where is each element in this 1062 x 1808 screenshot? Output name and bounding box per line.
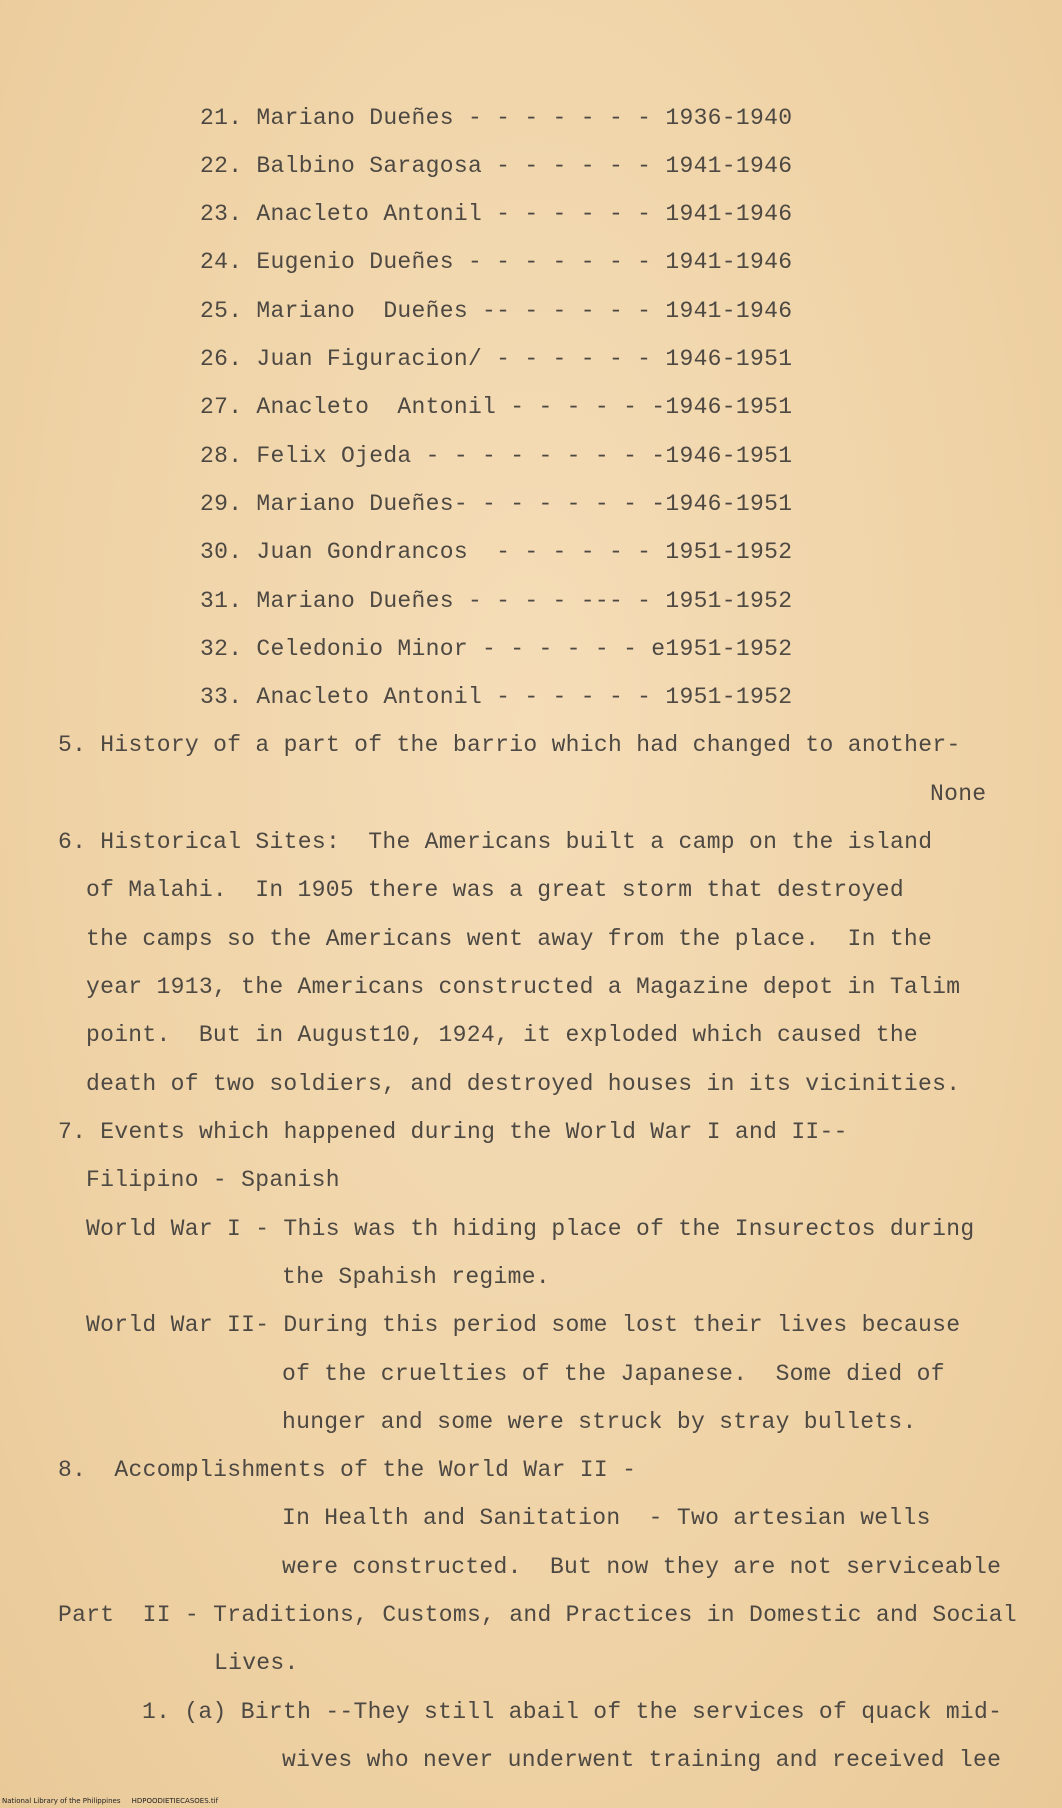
part-2-heading-cont: Lives.	[214, 1650, 299, 1676]
official-entry: 31. Mariano Dueñes - - - - --- - 1951-1952	[200, 588, 793, 614]
official-entry: 27. Anacleto Antonil - - - - - -1946-1951	[200, 394, 793, 420]
section-6-line: 6. Historical Sites: The Americans built a camp on the island	[58, 829, 933, 855]
section-6-line: of Malahi. In 1905 there was a great storm that destroyed	[86, 877, 904, 903]
official-entry: 21. Mariano Dueñes - - - - - - - 1936-1940	[200, 105, 793, 131]
part-2-item-1: 1. (a) Birth --They still abail of the services of quack mid-	[142, 1699, 1003, 1725]
section-6-line: year 1913, the Americans constructed a Magazine depot in Talim	[86, 974, 961, 1000]
official-entry: 33. Anacleto Antonil - - - - - - 1951-1952	[200, 684, 793, 710]
official-entry: 22. Balbino Saragosa - - - - - - 1941-1946	[200, 153, 793, 179]
section-7-line: World War I - This was th hiding place of the Insurectos during	[86, 1216, 975, 1242]
official-entry: 25. Mariano Dueñes -- - - - - - 1941-1946	[200, 298, 793, 324]
section-7-line: World War II- During this period some lost their lives because	[86, 1312, 961, 1338]
section-6-line: death of two soldiers, and destroyed houses in its vicinities.	[86, 1071, 961, 1097]
official-entry: 28. Felix Ojeda - - - - - - - - -1946-1951	[200, 443, 793, 469]
section-6-line: point. But in August10, 1924, it exploded which caused the	[86, 1022, 919, 1048]
official-entry: 24. Eugenio Dueñes - - - - - - - 1941-1946	[200, 249, 793, 275]
section-8-heading: 8. Accomplishments of the World War II -	[58, 1457, 637, 1483]
official-entry: 23. Anacleto Antonil - - - - - - 1941-1946	[200, 201, 793, 227]
part-2-heading: Part II - Traditions, Customs, and Practices in Domestic and Social	[58, 1602, 1017, 1628]
official-entry: 26. Juan Figuracion/ - - - - - - 1946-1951	[200, 346, 793, 372]
section-5-answer: None	[930, 781, 987, 807]
official-entry: 32. Celedonio Minor - - - - - - e1951-1952	[200, 636, 793, 662]
section-7-line: hunger and some were struck by stray bullets.	[282, 1409, 917, 1435]
section-7-line: of the cruelties of the Japanese. Some died of	[282, 1361, 945, 1387]
official-entry: 30. Juan Gondrancos - - - - - - 1951-1952	[200, 539, 793, 565]
footer-caption: National Library of the Philippines HDPOODIETIECASOES.tif	[2, 1797, 219, 1805]
official-entry: 29. Mariano Dueñes- - - - - - - -1946-1951	[200, 491, 793, 517]
section-7-heading: 7. Events which happened during the World War I and II--	[58, 1119, 848, 1145]
section-7-line: the Spahish regime.	[282, 1264, 550, 1290]
section-8-line: In Health and Sanitation - Two artesian wells	[282, 1505, 931, 1531]
section-6-line: the camps so the Americans went away from the place. In the	[86, 926, 933, 952]
section-8-line: were constructed. But now they are not serviceable	[282, 1554, 1002, 1580]
part-2-item-1-cont: wives who never underwent training and received lee	[282, 1747, 1002, 1773]
section-5-heading: 5. History of a part of the barrio which had changed to another-	[58, 732, 961, 758]
section-7-line: Filipino - Spanish	[86, 1167, 340, 1193]
